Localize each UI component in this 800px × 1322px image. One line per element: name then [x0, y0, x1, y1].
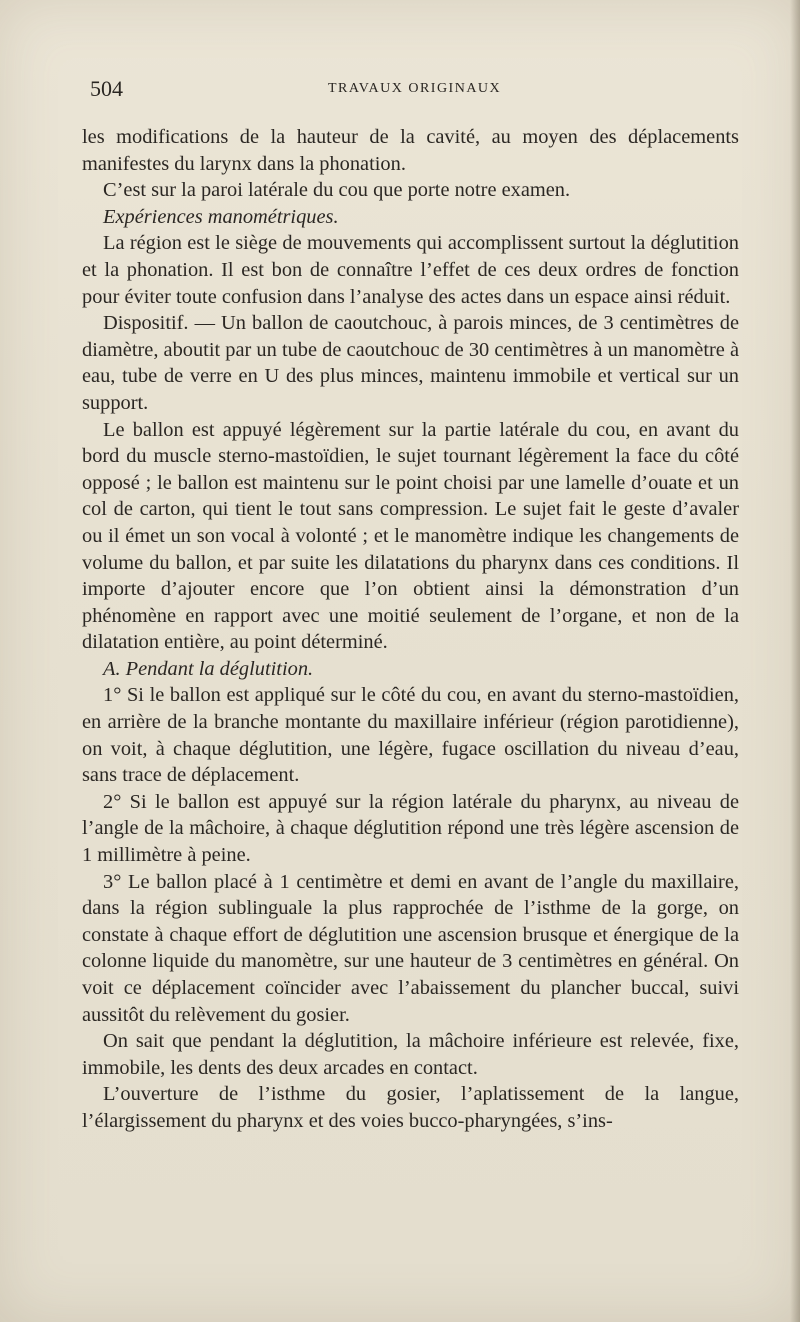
section-heading-experiences: Expériences manométriques. — [103, 205, 339, 228]
paragraph-region: La région est le siège de mouvements qui accomplissent surtout la déglutition et la phonation. Il est bon de connaître l’effet de ces deux ordres de fonction pour éviter toute confusion dans l’analyse des actes dans un espace ainsi réduit. — [82, 232, 739, 308]
paragraph-machoire: On sait que pendant la déglutition, la mâchoire inférieure est relevée, fixe, immobile, les dents des deux arcades en contact. — [82, 1030, 739, 1079]
paragraph-point-1: 1° Si le ballon est appliqué sur le côté du cou, en avant du sterno-mastoïdien, en arrière de la branche montante du maxillaire inférieur (région parotidienne), on voit, à chaque déglutition, une légère, fugace oscillation du niveau d’eau, sans trace de déplacement. — [82, 684, 739, 787]
body-text — [82, 124, 739, 1135]
paragraph-point-2: 2° Si le ballon est appuyé sur la région latérale du pharynx, au niveau de l’angle de la mâchoire, à chaque déglutition répond une très légère ascension de 1 millimètre à peine. — [82, 790, 739, 867]
paragraph-isthme: L’ouverture de l’isthme du gosier, l’aplatissement de la langue, l’élargissement du pharynx et des voies bucco-pharyngées, s’ins- — [82, 1083, 739, 1132]
paragraph-ballon-appuye: Le ballon est appuyé légèrement sur la partie latérale du cou, en avant du bord du muscle sterno-mastoïdien, le sujet tournant légèrement la face du côté opposé ; le ballon est maintenu sur le point choisi par une lamelle d’ouate et un col de carton, qui tient le tout sans compression. Le sujet fait le geste d’avaler ou il émet un son vocal à volonté ; et le manomètre indique les changements de volume du ballon, et par suite les dilatations du pharynx dans ces conditions. Il importe d’ajouter encore que l’on obtient ainsi la démonstration d’un phénomène en rapport avec une moitié seulement de l’organe, et non de la dilatation entière, au point déterminé. — [82, 418, 739, 654]
page-header — [90, 76, 740, 102]
section-heading-deglutition: A. Pendant la déglutition. — [103, 657, 314, 680]
paragraph-phonation-continuation: les modifications de la hauteur de la cavité, au moyen des déplacements manifestes du larynx dans la phonation. — [82, 126, 739, 175]
paragraph-examen: C’est sur la paroi latérale du cou que porte notre examen. — [103, 179, 571, 202]
running-title: TRAVAUX ORIGINAUX — [328, 81, 502, 96]
paragraph-dispositif: Dispositif. — Un ballon de caoutchouc, à parois minces, de 3 centimètres de diamètre, aboutit par un tube de caoutchouc de 30 centimètres à un manomètre à eau, tube de verre en U des plus minces, maintenu immobile et vertical sur un support. — [82, 312, 739, 414]
page-edge-shadow — [790, 0, 800, 1322]
page-number: 504 — [90, 76, 123, 101]
paragraph-point-3: 3° Le ballon placé à 1 centimètre et demi en avant de l’angle du maxillaire, dans la région sublinguale la plus rapprochée de l’isthme de la gorge, on constate à chaque effort de déglutition une ascension brusque et énergique de la colonne liquide du manomètre, sur une hauteur de 3 centimètres en général. On voit ce déplacement coïncider avec l’abaissement du plancher buccal, suivi aussitôt du relèvement du gosier. — [82, 870, 739, 1026]
